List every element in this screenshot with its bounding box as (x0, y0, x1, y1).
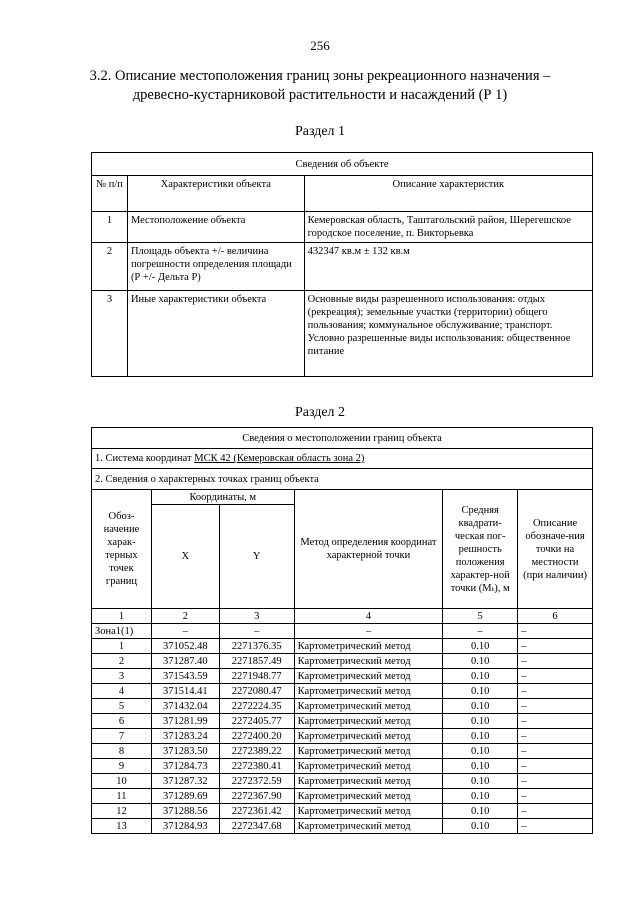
column-number: 3 (219, 609, 294, 624)
point-id: 10 (92, 774, 152, 789)
point-desc: – (518, 729, 593, 744)
point-desc: – (518, 804, 593, 819)
method: Картометрический метод (294, 654, 443, 669)
point-desc: – (518, 699, 593, 714)
section2-heading: Раздел 2 (294, 405, 346, 420)
table-row (92, 759, 593, 774)
table-row (92, 699, 593, 714)
table-row (92, 212, 593, 243)
col-header-coords: Координаты, м (151, 490, 294, 505)
method: Картометрический метод (294, 819, 443, 834)
point-desc: – (518, 654, 593, 669)
point-desc: – (518, 744, 593, 759)
method: Картометрический метод (294, 714, 443, 729)
point-id: 1 (92, 639, 152, 654)
error: 0.10 (443, 759, 518, 774)
col-header-desc: Описание обозначе-ния точки на местности (при наличии) (518, 490, 593, 609)
row-characteristic: Местоположение объекта (127, 212, 304, 243)
row-characteristic: Площадь объекта +/- величина погрешности определения площади (Р +/- Дельта Р) (127, 243, 304, 291)
method: Картометрический метод (294, 729, 443, 744)
method: Картометрический метод (294, 744, 443, 759)
boundary-points-table (91, 427, 593, 834)
document-title: 3.2. Описание местоположения границ зоны рекреационного назначения – древесно-кустарниковой растительности и насаждений (Р 1) (89, 68, 551, 103)
point-id: 12 (92, 804, 152, 819)
error: 0.10 (443, 669, 518, 684)
coord-y: 2272405.77 (219, 714, 294, 729)
coord-x: 371288.56 (151, 804, 219, 819)
table-row (92, 774, 593, 789)
table-row (92, 684, 593, 699)
row-description (304, 291, 592, 377)
error: 0.10 (443, 654, 518, 669)
coord-y: 2272372.59 (219, 774, 294, 789)
row-characteristic: Иные характеристики объекта (127, 291, 304, 377)
point-id: 3 (92, 669, 152, 684)
point-id: 5 (92, 699, 152, 714)
coord-x: 371284.93 (151, 819, 219, 834)
table-row (92, 639, 593, 654)
error: 0.10 (443, 639, 518, 654)
error: 0.10 (443, 684, 518, 699)
coord-x: 371287.32 (151, 774, 219, 789)
row-num: 1 (92, 212, 128, 243)
coord-y: 2271857.49 (219, 654, 294, 669)
coord-y: 2272380.41 (219, 759, 294, 774)
coord-x: 371284.73 (151, 759, 219, 774)
point-desc: – (518, 714, 593, 729)
point-desc: – (518, 639, 593, 654)
method: Картометрический метод (294, 684, 443, 699)
point-desc: – (518, 669, 593, 684)
zone-cell: – (294, 624, 443, 639)
column-number: 4 (294, 609, 443, 624)
coord-x: 371283.50 (151, 744, 219, 759)
error: 0.10 (443, 819, 518, 834)
coord-x: 371543.59 (151, 669, 219, 684)
column-number: 5 (443, 609, 518, 624)
zone-cell: – (219, 624, 294, 639)
column-number-row (92, 609, 593, 624)
table-row (92, 654, 593, 669)
method: Картометрический метод (294, 639, 443, 654)
table-row (92, 291, 593, 377)
row-num: 3 (92, 291, 128, 377)
coord-system-prefix: 1. Система координат (95, 453, 195, 464)
point-id: 9 (92, 759, 152, 774)
table-row (92, 729, 593, 744)
coord-x: 371289.69 (151, 789, 219, 804)
col-header-num: № п/п (92, 176, 128, 212)
coord-x: 371287.40 (151, 654, 219, 669)
zone-row (92, 624, 593, 639)
col-header-method: Метод определения координат характерной точки (294, 490, 443, 609)
method: Картометрический метод (294, 789, 443, 804)
col-header-y: Y (219, 505, 294, 609)
points-caption: 2. Сведения о характерных точках границ объекта (92, 469, 593, 490)
coord-y: 2272347.68 (219, 819, 294, 834)
column-number: 1 (92, 609, 152, 624)
point-desc: – (518, 774, 593, 789)
description-line: Основные виды разрешенного использования: отдых (рекреация); земельные участки (территории) общего пользования; коммунальное обслуживание; транспорт. (307, 294, 553, 331)
point-id: 7 (92, 729, 152, 744)
row-description: Кемеровская область, Таштагольский район, Шерегешское городское поселение, п. Викторьевка (304, 212, 592, 243)
point-id: 4 (92, 684, 152, 699)
point-id: 6 (92, 714, 152, 729)
col-header-description: Описание характеристик (304, 176, 592, 212)
coord-x: 371052.48 (151, 639, 219, 654)
location-caption: Сведения о местоположении границ объекта (92, 428, 593, 449)
table-row (92, 804, 593, 819)
error: 0.10 (443, 744, 518, 759)
coord-x: 371281.99 (151, 714, 219, 729)
coord-y: 2271948.77 (219, 669, 294, 684)
object-info-table (91, 152, 593, 377)
table-row (92, 243, 593, 291)
page-number: 256 (310, 38, 330, 53)
coord-x: 371514.41 (151, 684, 219, 699)
col-header-characteristic: Характеристики объекта (127, 176, 304, 212)
method: Картометрический метод (294, 699, 443, 714)
coord-system-name: МСК 42 (Кемеровская область зона 2) (194, 453, 365, 464)
point-id: 8 (92, 744, 152, 759)
table-row (92, 744, 593, 759)
coord-y: 2272080.47 (219, 684, 294, 699)
points-body (92, 639, 593, 834)
error: 0.10 (443, 699, 518, 714)
table-row (92, 789, 593, 804)
zone-cell: – (151, 624, 219, 639)
col-header-error: Средняя квадрати-ческая пог-решность положения характер-ной точки (Mₜ), м (443, 490, 518, 609)
method: Картометрический метод (294, 669, 443, 684)
coord-y: 2272367.90 (219, 789, 294, 804)
column-number: 2 (151, 609, 219, 624)
description-line: Условно разрешенные виды использования: общественное питание (307, 333, 571, 357)
section1-heading: Раздел 1 (294, 124, 346, 139)
object-info-caption: Сведения об объекте (92, 153, 593, 176)
point-desc: – (518, 819, 593, 834)
zone-cell: – (518, 624, 593, 639)
coord-y: 2271376.35 (219, 639, 294, 654)
method: Картометрический метод (294, 774, 443, 789)
point-id: 11 (92, 789, 152, 804)
coord-x: 371283.24 (151, 729, 219, 744)
table-row (92, 669, 593, 684)
point-desc: – (518, 759, 593, 774)
col-header-point: Обоз-начение харак-терных точек границ (92, 490, 152, 609)
zone-label: Зона1(1) (92, 624, 152, 639)
table-row (92, 714, 593, 729)
coord-y: 2272224.35 (219, 699, 294, 714)
row-num: 2 (92, 243, 128, 291)
method: Картометрический метод (294, 759, 443, 774)
error: 0.10 (443, 729, 518, 744)
point-desc: – (518, 789, 593, 804)
row-description: 432347 кв.м ± 132 кв.м (304, 243, 592, 291)
error: 0.10 (443, 804, 518, 819)
point-desc: – (518, 684, 593, 699)
coord-x: 371432.04 (151, 699, 219, 714)
point-id: 2 (92, 654, 152, 669)
coord-y: 2272389.22 (219, 744, 294, 759)
zone-cell: – (443, 624, 518, 639)
coord-y: 2272361.42 (219, 804, 294, 819)
coord-y: 2272400.20 (219, 729, 294, 744)
error: 0.10 (443, 789, 518, 804)
error: 0.10 (443, 774, 518, 789)
table-row (92, 819, 593, 834)
point-id: 13 (92, 819, 152, 834)
coord-system (92, 449, 593, 469)
column-number: 6 (518, 609, 593, 624)
error: 0.10 (443, 714, 518, 729)
col-header-x: X (151, 505, 219, 609)
method: Картометрический метод (294, 804, 443, 819)
